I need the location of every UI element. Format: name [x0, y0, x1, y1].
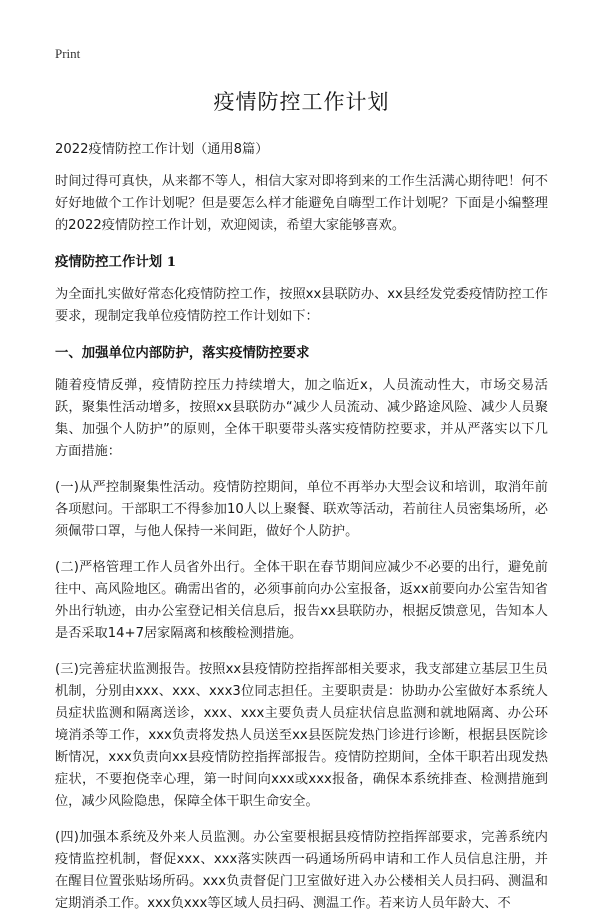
document-title: 疫情防控工作计划: [213, 90, 390, 114]
section-1-heading: 一、加强单位内部防护，落实疫情防控要求: [55, 345, 310, 361]
measure-item-4: (四)加强本系统及外来人员监测。办公室要根据县疫情防控指挥部要求，完善系统内疫情监控机制，督促xxx、xxx落实陕西一码通场所码申请和工作人员信息注册，并在醒目位置张贴场所码。xxx负责督促门卫室做好进入办公楼相关人员扫码、测温和定期消杀工作。xxx负xxx等区域人员扫码、测温工作。若来访人员年龄大、不: [55, 830, 548, 911]
print-label[interactable]: Print: [55, 46, 81, 61]
section-1-paragraph: 随着疫情反弹，疫情防控压力持续增大，加之临近x，人员流动性大，市场交易活跃，聚集性活动增多，按照xx县联防办“减少人员流动、减少路途风险、减少人员聚集、加强个人防护”的原则，全体干职要带头落实疫情防控要求，并从严落实以下几方面措施：: [55, 378, 548, 459]
plan-1-heading: 疫情防控工作计划 1: [55, 254, 177, 270]
measure-item-3: (三)完善症状监测报告。按照xx县疫情防控指挥部相关要求，我支部建立基层卫生员机制，分别由xxx、xxx、xxx3位同志担任。主要职责是：协助办公室做好本系统人员症状监测和隔离送诊，xxx、xxx主要负责人员症状信息监测和就地隔离、办公环境消杀等工作，xxx负责将发热人员送至xx县医院发热门诊进行诊断，根据县医院诊断情况，xxx负责向xx县疫情防控指挥部报告。疫情防控期间，全体干职若出现发热症状，不要抱侥幸心理，第一时间向xxx或xxx报备，确保本系统排查、检测措施到位，减少风险隐患，保障全体干职生命安全。: [55, 662, 548, 809]
document-subtitle: 2022疫情防控工作计划（通用8篇）: [55, 142, 269, 157]
plan-1-paragraph: 为全面扎实做好常态化疫情防控工作，按照xx县联防办、xx县经发党委疫情防控工作要求，现制定我单位疫情防控工作计划如下：: [55, 287, 548, 324]
measure-item-1: (一)从严控制聚集性活动。疫情防控期间，单位不再举办大型会议和培训，取消年前各项慰问。干部职工不得参加10人以上聚餐、联欢等活动，若前往人员密集场所，必须佩带口罩，与他人保持一米间距，做好个人防护。: [55, 480, 548, 539]
measure-item-2: (二)严格管理工作人员省外出行。全体干职在春节期间应减少不必要的出行，避免前往中、高风险地区。确需出省的，必须事前向办公室报备，返xx前要向办公室告知省外出行轨迹，由办公室登记相关信息后，报告xx县联防办，根据反馈意见，告知本人是否采取14+7居家隔离和核酸检测措施。: [55, 560, 548, 641]
intro-paragraph: 时间过得可真快，从来都不等人，相信大家对即将到来的工作生活满心期待吧！何不好好地做个工作计划呢？但是要怎么样才能避免自嗨型工作计划呢？下面是小编整理的2022疫情防控工作计划，欢迎阅读，希望大家能够喜欢。: [55, 174, 548, 233]
